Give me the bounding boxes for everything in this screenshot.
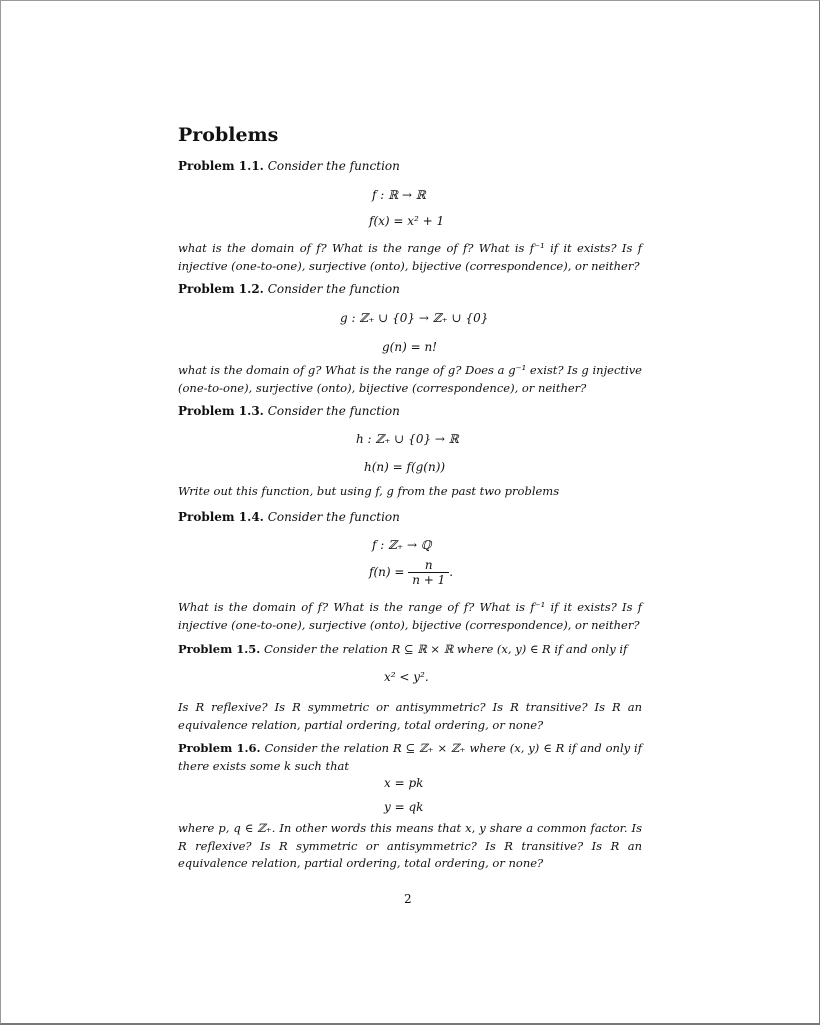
equation-end: . [449,565,454,579]
problem-1-5 [178,641,642,659]
problem-1-4 [178,510,400,524]
equation: x = pk [384,776,424,790]
problem-intro: Consider the function [267,159,400,173]
equation: y = qk [384,800,424,814]
equation: g : ℤ₊ ∪ {0} → ℤ₊ ∪ {0} [340,311,489,325]
problem-label: Problem 1.4. [178,510,264,524]
fraction-equation [369,558,453,587]
problem-label: Problem 1.3. [178,404,264,418]
problem-question: what is the domain of g? What is the range of g? Does a g⁻¹ exist? Is g injective (one-to-one), surjective (onto), bijective (correspondence), or neither? [178,363,642,395]
problem-intro: Consider the function [267,404,400,418]
problem-intro: Consider the relation R ⊆ ℝ × ℝ where (x, y) ∈ R if and only if [263,642,628,656]
problem-1-2 [178,282,400,296]
problem-label: Problem 1.2. [178,282,264,296]
problem-1-1 [178,159,400,173]
problem-intro: Consider the function [267,510,400,524]
equation: f(x) = x² + 1 [369,214,445,228]
problem-label: Problem 1.6. [178,741,261,755]
equation: h : ℤ₊ ∪ {0} → ℝ [356,432,459,446]
equation: f : ℤ₊ → ℚ [372,538,432,552]
equation-lhs: f(n) = [369,565,405,579]
problem-question: what is the domain of f? What is the range of f? What is f⁻¹ if it exists? Is f injective (one-to-one), surjective (onto), bijective (correspondence), or neither? [178,241,642,273]
problem-intro: Consider the relation R ⊆ ℤ₊ × ℤ₊ where (x, y) ∈ R if and only if there exists some k such that [178,741,642,773]
equation: x² < y². [384,670,429,684]
equation: g(n) = n! [382,340,438,354]
equation: f : ℝ → ℝ [372,188,426,202]
fraction-denominator: n + 1 [412,573,446,587]
problem-question: Write out this function, but using f, g from the past two problems [178,484,560,498]
equation: h(n) = f(g(n)) [364,460,446,474]
fraction [408,558,449,587]
problem-1-6 [178,740,642,775]
page-number: 2 [404,892,412,906]
problem-question: Is R reflexive? Is R symmetric or antisymmetric? Is R transitive? Is R an equivalence relation, partial ordering, total ordering, or none? [178,700,642,732]
problem-1-3 [178,404,400,418]
problem-question: where p, q ∈ ℤ₊. In other words this means that x, y share a common factor. Is R reflexive? Is R symmetric or antisymmetric? Is R transitive? Is R an equivalence relation, partial ordering, total ordering, or none? [178,821,642,870]
problem-intro: Consider the function [267,282,400,296]
problem-label: Problem 1.1. [178,159,264,173]
problem-question: What is the domain of f? What is the range of f? What is f⁻¹ if it exists? Is f injective (one-to-one), surjective (onto), bijective (correspondence), or neither? [178,600,642,632]
problem-label: Problem 1.5. [178,642,261,656]
fraction-numerator: n [408,558,449,573]
section-title: Problems [178,124,279,146]
